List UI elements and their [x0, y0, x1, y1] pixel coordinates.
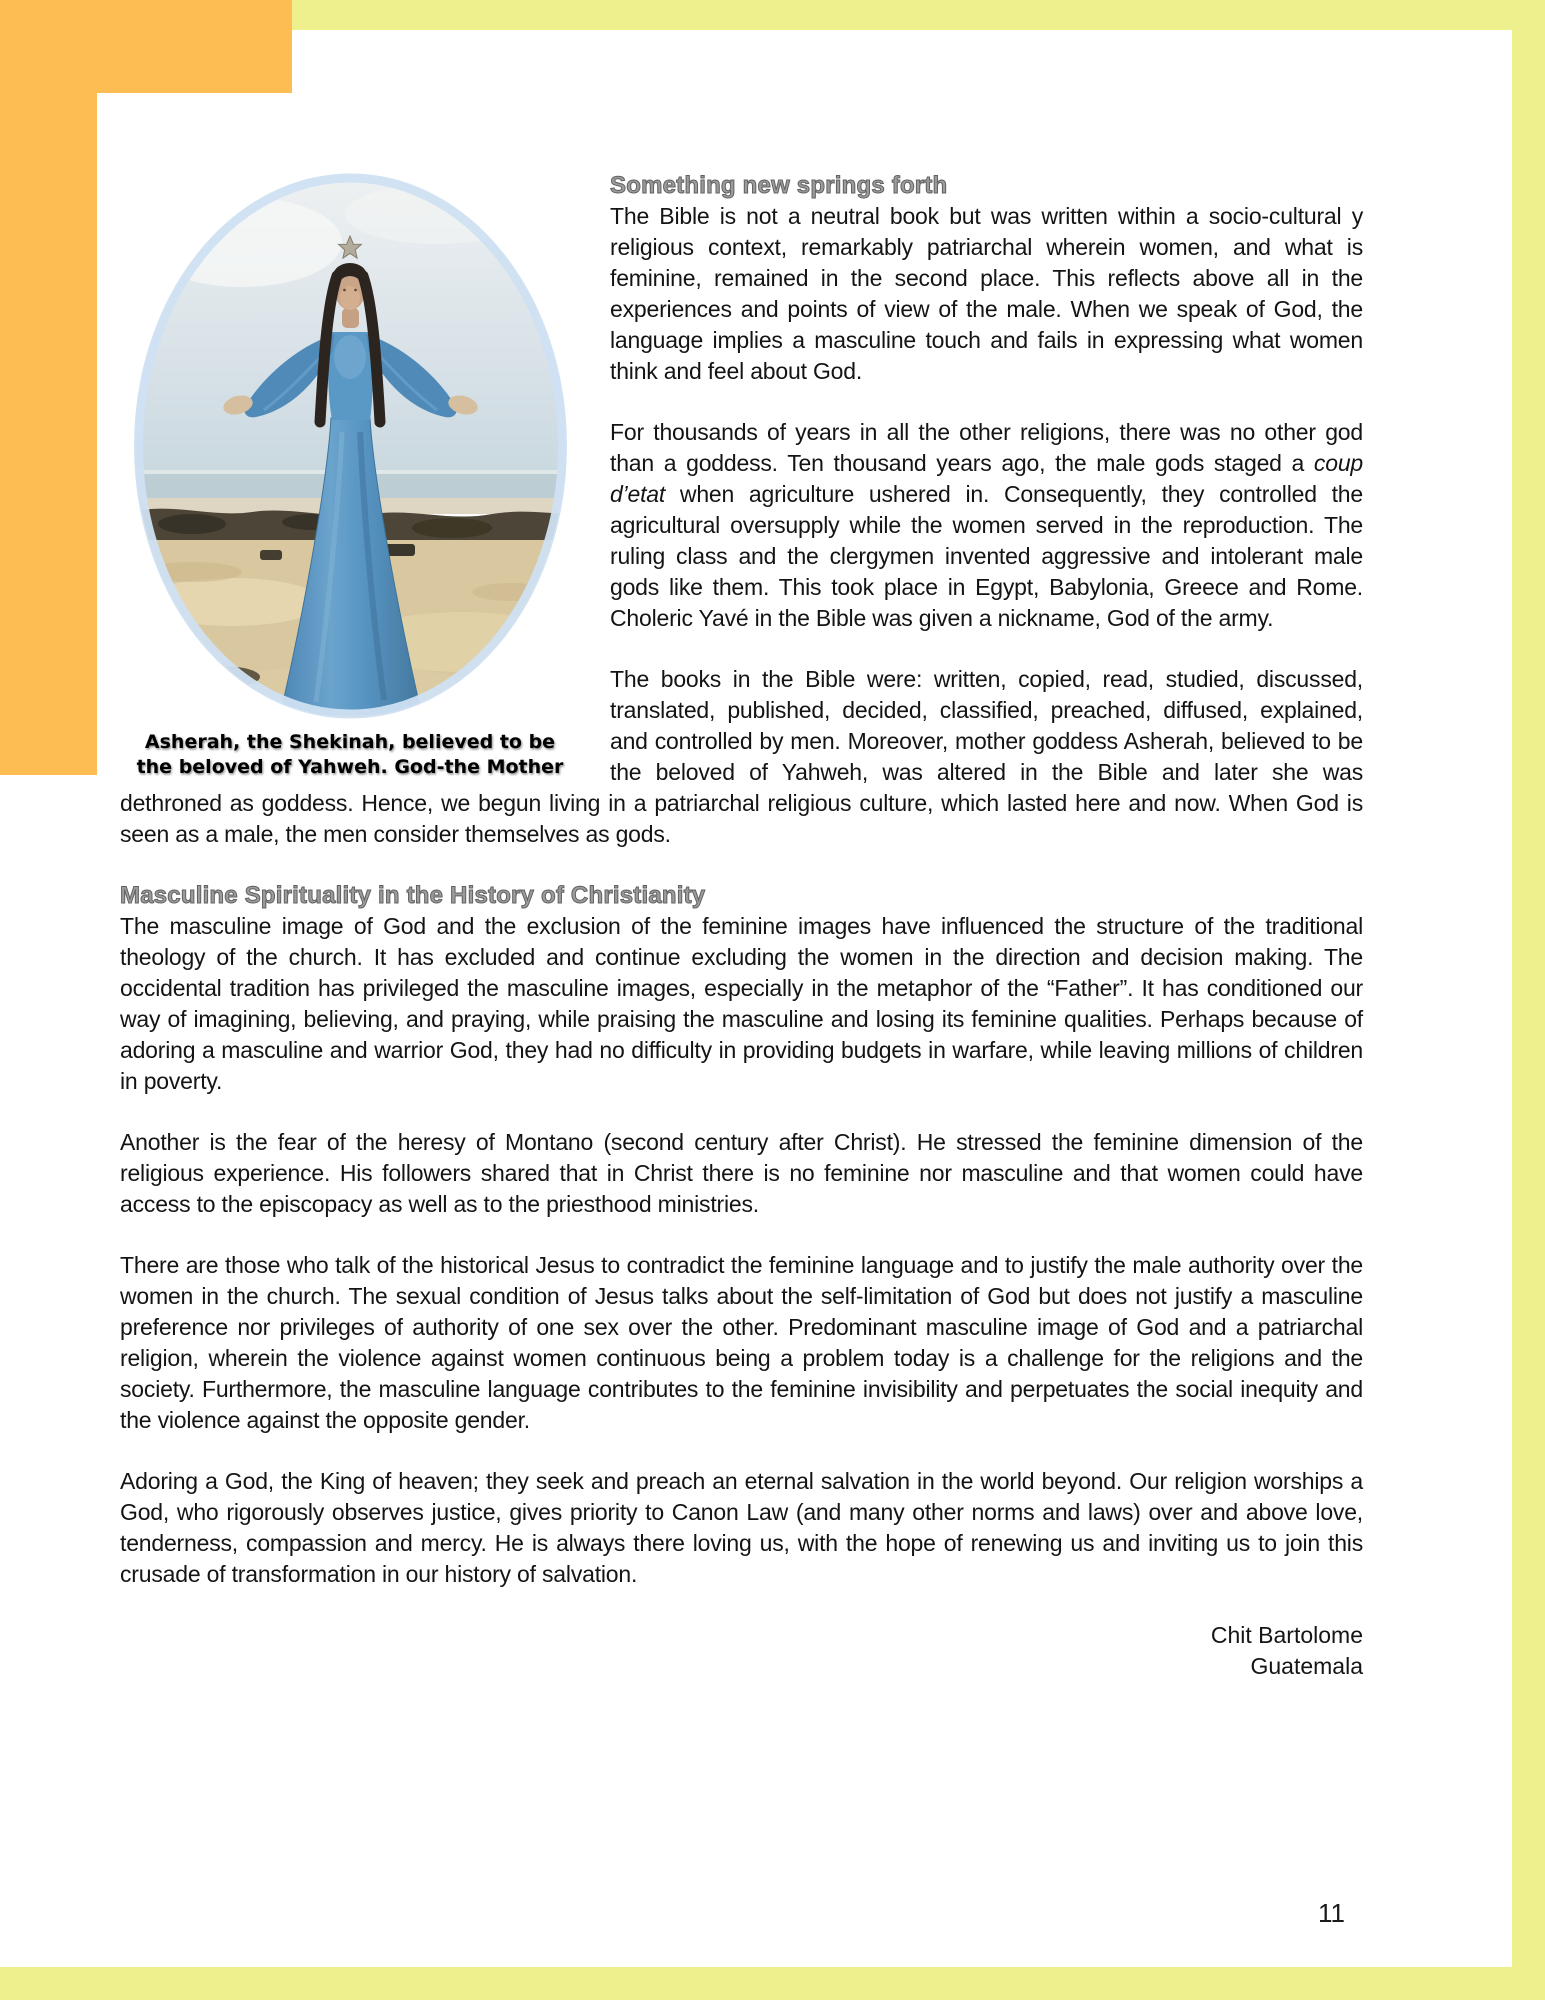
paragraph: The Bible is not a neutral book but was written within a socio-cultural y religious context, remarkably patriarchal wherein women, and what is feminine, remained in the second place. This reflects above all in the experiences and points of view of the male. When we speak of God, the language implies a masculine touch and fails in expressing what women think and feel about God. [610, 203, 1363, 384]
figure-caption [124, 730, 576, 780]
paragraph: Adoring a God, the King of heaven; they seek and preach an eternal salvation in the world beyond. Our religion worships a God, who rigorously observes justice, gives priority to Canon Law (and many other norms and laws) over and above love, tenderness, compassion and mercy. He is always there loving us, with the hope of renewing us and inviting us to join this crusade of transformation in our history of salvation. [120, 1468, 1363, 1587]
paragraph: For thousands of years in all the other religions, there was no other god than a goddess. Ten thousand years ago, the male gods staged a coup d’etat when agriculture ushered in. Consequently, they controlled the agricultural oversupply while the women served in the reproduction. The ruling class and the clergymen invented aggressive and intolerant male gods like them. This took place in Egypt, Babylonia, Greece and Rome. Choleric Yavé in the Bible was given a nickname, God of the army. [610, 419, 1363, 631]
statue-figure [124, 172, 576, 780]
signature-block [120, 1620, 1363, 1682]
figure-caption-line2: the beloved of Yahweh. God-the Mother [136, 756, 564, 779]
signature-name: Chit Bartolome [1210, 1622, 1363, 1648]
goddess-statue-image [132, 172, 569, 720]
paragraph: The books in the Bible were: written, copied, read, studied, discussed, translated, published, decided, classified, preached, diffused, explained, and controlled by men. Moreover, mother goddess Asherah, believed to be the beloved of Yahweh, was altered in the Bible and later she was dethroned as goddess. Hence, we begun living in a patriarchal religious culture, which lasted here and now. When God is seen as a male, the men consider themselves as gods. [120, 666, 1363, 847]
figure-caption-line1: Asherah, the Shekinah, believed to be [144, 731, 556, 753]
paragraph: There are those who talk of the historical Jesus to contradict the feminine language and to justify the male authority over the women in the church. The sexual condition of Jesus talks about the self-limitation of God but does not justify a masculine preference nor privileges of authority of one sex over the other. Predominant masculine image of God and a patriarchal religion, wherein the violence against women continuous being a problem today is a challenge for the religions and the society. Furthermore, the masculine language contributes to the feminine invisibility and perpetuates the social inequity and the violence against the opposite gender. [120, 1252, 1363, 1433]
section-heading: Masculine Spirituality in the History of Christianity [120, 882, 706, 909]
yellow-border-bottom [0, 1967, 1545, 2000]
paragraph: The masculine image of God and the exclusion of the feminine images have influenced the structure of the traditional theology of the church. It has excluded and continue excluding the women in the direction and decision making. The occidental tradition has privileged the masculine images, especially in the metaphor of the “Father”. It has conditioned our way of imagining, believing, and praying, while praising the masculine and losing its feminine qualities. Perhaps because of adoring a masculine and warrior God, they had no difficulty in providing budgets in warfare, while leaving millions of children in poverty. [120, 913, 1363, 1094]
paragraph: Another is the fear of the heresy of Montano (second century after Christ). He stressed the feminine dimension of the religious experience. His followers shared that in Christ there is no feminine nor masculine and that women could have access to the episcopacy as well as to the priesthood ministries. [120, 1129, 1363, 1217]
section-heading: Something new springs forth [610, 172, 948, 199]
signature-country: Guatemala [1250, 1653, 1363, 1679]
page-number: 11 [1318, 1898, 1345, 1928]
